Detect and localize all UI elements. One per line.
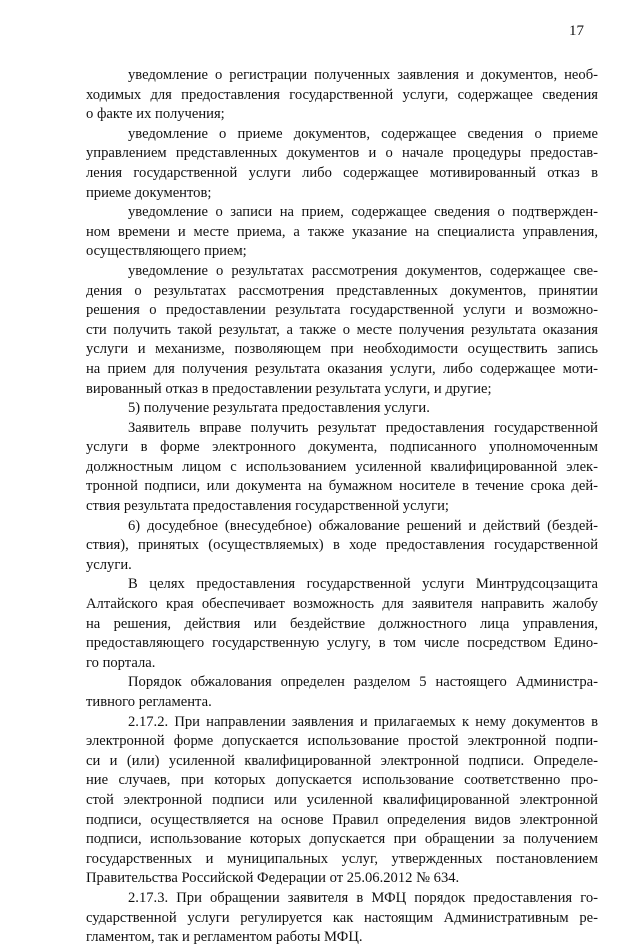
text-line: сти получить такой результат, а также о месте получения результата оказания	[86, 321, 598, 338]
text-line: 6) досудебное (внесудебное) обжалование решений и действий (бездей-	[128, 517, 598, 534]
text-line: 2.17.2. При направлении заявления и прилагаемых к нему документов в	[128, 713, 598, 730]
text-line: на прием для получения результата оказания услуги, либо содержащее моти-	[86, 360, 598, 377]
text-line: гламентом, так и регламентом работы МФЦ.	[86, 929, 363, 946]
text-line: Алтайского края обеспечивает возможность для заявителя направить жалобу	[86, 596, 598, 613]
text-line: решения о предоставлении результата государственной услуги и возможно-	[86, 302, 598, 319]
text-line: о факте их получения;	[86, 106, 225, 123]
paragraph	[86, 66, 598, 125]
paragraph	[86, 889, 598, 948]
text-line: Заявитель вправе получить результат предоставления государственной	[128, 419, 598, 436]
text-line: Правительства Российской Федерации от 25.06.2012 № 634.	[86, 870, 460, 887]
text-line: ствия), принятых (осуществляемых) в ходе предоставления государственной	[86, 537, 598, 554]
text-line: го портала.	[86, 654, 156, 671]
text-line: тронной подписи, или документа на бумажном носителе в течение срока дей-	[86, 478, 598, 495]
text-line: управлением представленных документов и о начале процедуры предостав-	[86, 145, 598, 162]
text-line: 5) получение результата предоставления услуги.	[128, 400, 430, 417]
text-line: ходимых для предоставления государственной услуги, содержащее сведения	[86, 86, 598, 103]
text-line: электронной форме допускается использование простой электронной подпи-	[86, 733, 598, 750]
text-line: услуги и механизме, позволяющем при необходимости осуществить запись	[86, 341, 598, 358]
text-line: подписи, использование которых допускается при обращении за получением	[86, 831, 598, 848]
text-line: подписи, осуществляется на основе Правил определения видов электронной	[86, 811, 598, 828]
text-line: государственных и муниципальных услуг, утвержденных постановлением	[86, 850, 598, 867]
text-line: дения о результатах рассмотрения представленных документов, принятии	[86, 282, 598, 299]
text-line: си и (или) усиленной квалифицированной электронной подписи. Определе-	[86, 752, 598, 769]
text-line: предоставляющего государственную услугу, в том числе посредством Едино-	[86, 635, 598, 652]
text-line: услуги.	[86, 556, 132, 573]
text-line: уведомление о записи на прием, содержащее сведения о подтвержден-	[128, 204, 598, 221]
paragraph	[86, 419, 598, 517]
text-line: уведомление о приеме документов, содержащее сведения о приеме	[128, 125, 598, 142]
text-line: уведомление о результатах рассмотрения документов, содержащее све-	[128, 262, 598, 279]
text-line: ние случаев, при которых допускается использование соответственно про-	[86, 772, 598, 789]
text-line: вированный отказ в предоставлении результата услуги, и другие;	[86, 380, 492, 397]
text-line: услуги в форме электронного документа, подписанного уполномоченным	[86, 439, 598, 456]
text-line: на решения, действия или бездействие должностного лица управления,	[86, 615, 598, 632]
paragraph	[86, 713, 598, 889]
text-line: уведомление о регистрации полученных заявления и документов, необ-	[128, 67, 598, 83]
text-line: ления государственной услуги либо содержащее мотивированный отказ в	[86, 164, 598, 181]
text-line: В целях предоставления государственной услуги Минтрудсоцзащита	[128, 576, 598, 593]
paragraph	[86, 203, 598, 262]
page-number: 17	[569, 23, 584, 39]
paragraph	[86, 262, 598, 399]
paragraph	[86, 575, 598, 673]
text-line: осуществляющего прием;	[86, 243, 247, 260]
text-line: должностным лицом с использованием усиленной квалифицированной элек-	[86, 458, 598, 475]
paragraph	[86, 125, 598, 203]
paragraph	[86, 673, 598, 712]
paragraph	[86, 399, 598, 419]
text-line: тивного регламента.	[86, 694, 212, 710]
text-line: ствия результата предоставления государственной услуги;	[86, 498, 449, 515]
text-line: ном времени и месте приема, а также указание на специалиста управления,	[86, 223, 598, 240]
text-line: Порядок обжалования определен разделом 5 настоящего Администра-	[128, 674, 598, 691]
text-line: приеме документов;	[86, 184, 212, 201]
text-line: сударственной услуги регулируется как настоящим Административным ре-	[86, 909, 598, 926]
document-body	[86, 66, 598, 948]
paragraph	[86, 517, 598, 576]
text-line: стой электронной подписи или усиленной квалифицированной электронной	[86, 791, 598, 808]
text-line: 2.17.3. При обращении заявителя в МФЦ порядок предоставления го-	[128, 889, 598, 906]
